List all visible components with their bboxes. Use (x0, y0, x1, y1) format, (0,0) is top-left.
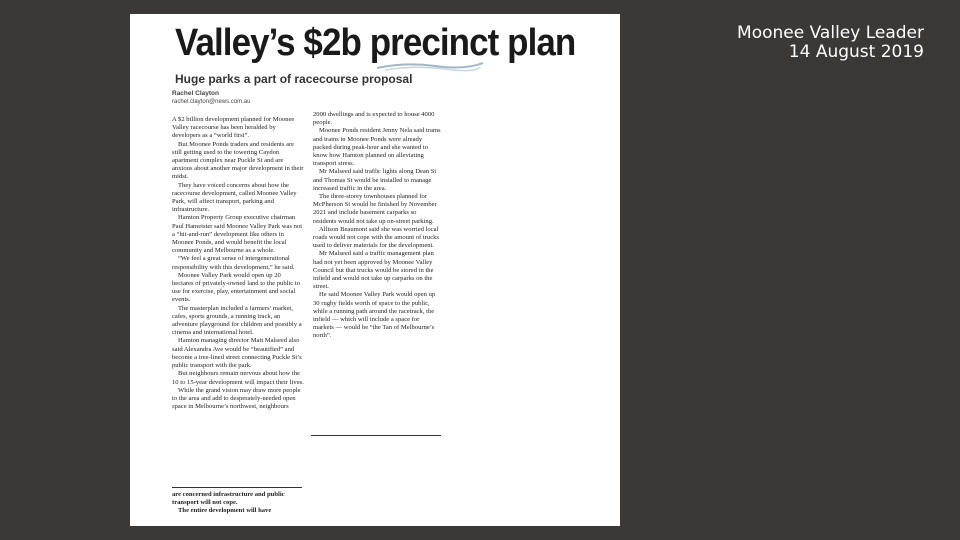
paragraph: Allison Beaumont said she was worried local roads would not cope with the amount of trucks used to deliver materials for the development. (313, 225, 439, 250)
subheadline: Huge parks a part of racecourse proposal (175, 72, 413, 86)
author-name: Rachel Clayton (172, 90, 219, 97)
paragraph: But neighbours remain nervous about how the 10 to 15-year development will impact their lives. (172, 370, 304, 386)
publication-name: Moonee Valley Leader (737, 23, 924, 43)
paragraph: The three-storey townhouses planned for McPherson St would be finished by November 2021 and include basement carparks so residents would not take up on-street parking. (313, 193, 437, 225)
headline: Valley’s $2b precinct plan (175, 22, 576, 64)
article-column-1 (172, 116, 304, 411)
article-column-1-continued (172, 491, 304, 516)
paragraph: Mr Malseed said traffic lights along Dean St and Thomas St would be installed to manage increased traffic in the area. (313, 168, 437, 192)
splash-graphic (375, 60, 485, 72)
paragraph: Mr Malseed said a traffic management plan had not yet been approved by Moonee Valley Council but that trucks would be stored in the infield and would not take up carparks on the street. (313, 250, 434, 291)
publication-date: 14 August 2019 (788, 42, 924, 62)
paragraph: While the grand vision may draw more people to the area and add to desperately-needed open space in Melbourne’s northwest, neighbours (172, 386, 301, 411)
paragraph: The masterplan included a farmers’ market, cafes, sports grounds, a running track, an adventure playground for children and possibly a cinema and international hotel. (172, 304, 302, 337)
paragraph: But Moonee Ponds traders and residents are still getting used to the towering Caydon apartment complex near Puckle St and are anxious about another major development in their midst. (172, 140, 304, 181)
paragraph: A $2 billion development planned for Moonee Valley racecourse has been heralded by developers as a “world first”. (172, 116, 295, 140)
author-email: rachel.clayton@news.com.au (172, 99, 251, 105)
paragraph: Moonee Ponds resident Jenny Nela said trams and trains in Moonee Ponds were already packed during peak-hour and she wanted to know how Hamton planned on alleviating transport stress. (313, 127, 441, 168)
paragraph: 2000 dwellings and is expected to house 4000 people. (313, 111, 435, 127)
paragraph: Hamton Property Group executive chairman Paul Hameister said Moonee Valley Park was not a “hit-and-run” development like others in Moonee Ponds, and would benefit the local community and Melbourne as a whole. (172, 214, 303, 255)
article-end-rule (311, 435, 441, 436)
byline (172, 90, 250, 106)
newspaper-clipping (130, 14, 620, 526)
paragraph: are concerned infrastructure and public transport will not cope. (172, 491, 285, 507)
paragraph: Hamton managing director Matt Malseed also said Alexandra Ave would be “beautified” and become a tree-lined street connecting Puckle St’s public transport with the park. (172, 337, 302, 370)
caption (737, 24, 924, 62)
paragraph: The entire development will have (178, 507, 272, 515)
paragraph: Moonee Valley Park would open up 20 hectares of privately-owned land to the public to use for exercise, play, entertainment and social events. (172, 271, 300, 304)
paragraph: They have voiced concerns about how the racecourse development, called Moonee Valley Park, will affect transport, parking and infrastructure. (172, 181, 297, 214)
column-divider (172, 487, 302, 488)
paragraph: He said Moonee Valley Park would open up 30 rugby fields worth of space to the public, while a running path around the racetrack, the infield — which will include a space for markets — would be “the Tan of Melbourne’s north”. (313, 291, 436, 340)
article-column-2 (313, 111, 441, 341)
paragraph: “We feel a great sense of intergenerational responsibility with this development,” he said. (172, 255, 295, 271)
